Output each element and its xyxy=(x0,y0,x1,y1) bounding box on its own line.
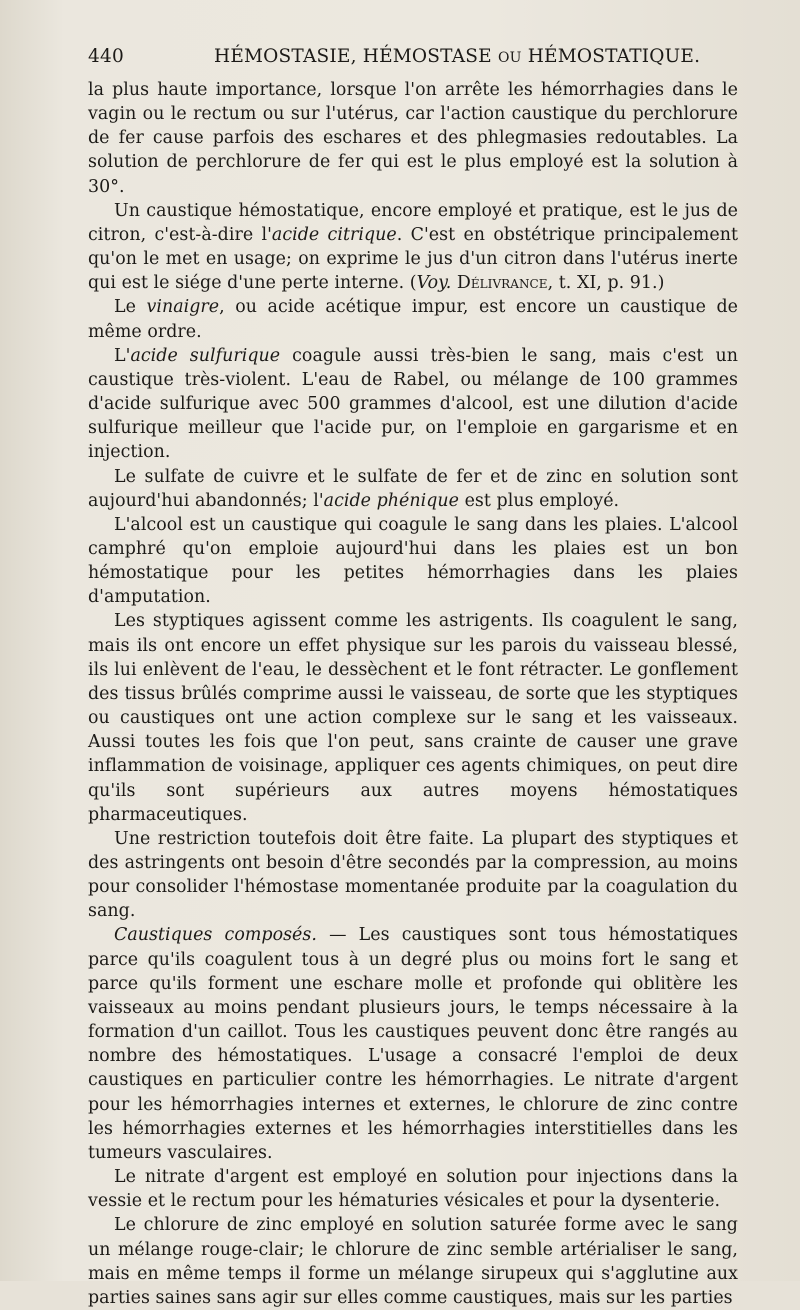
p2-voy: Voy. xyxy=(416,273,452,294)
paragraph-7: Les styptiques agissent comme les astrigents. Ils coagulent le sang, mais ils ont encore un effet physique sur les parois du vaisseau blessé, ils lui enlèvent de l'eau, le dessèchent et le font rétracter. Le gonflement des tissus brûlés comprime aussi le vaisseau, de sorte que les styptiques ou caustiques ont une action complexe sur le sang et les vaisseaux. Aussi toutes les fois que l'on peut, sans crainte de causer une grave inflammation de voisinage, appliquer ces agents chimiques, on peut dire qu'ils sont supérieurs aux autres moyens hémostatiques pharmaceutiques. xyxy=(88,611,738,825)
p9-section-heading: Caustiques composés. xyxy=(114,925,317,946)
paragraph-8: Une restriction toutefois doit être faite. La plupart des styptiques et des astringents ont besoin d'être secondés par la compression, au moins pour consolider l'hémostase momentanée produite par la coagulation du sang. xyxy=(88,828,738,922)
paragraph-5 xyxy=(88,465,738,513)
p2-text-c: , t. XI, p. 91.) xyxy=(547,273,665,294)
title-part-2: HÉMOSTATIQUE. xyxy=(527,46,701,67)
paragraph-4 xyxy=(88,344,738,465)
p5-text-b: est plus employé. xyxy=(459,490,620,511)
paragraph-2 xyxy=(88,199,738,296)
title-part-1: HÉMOSTASIE, HÉMOSTASE xyxy=(214,46,492,67)
p4-text-b: coagule aussi très-bien le sang, mais c'est un caustique très-violent. L'eau de Rabel, ou mélange de 100 grammes d'acide sulfurique avec 500 grammes d'alcool, est une dilution d'acide sulfurique meilleur que l'acide pur, on l'emploie en gargarisme et en injection. xyxy=(88,345,738,463)
paragraph-10: Le nitrate d'argent est employé en solution pour injections dans la vessie et le rectum pour les hématuries vésicales et pour la dysenterie. xyxy=(88,1167,738,1212)
paragraph-3 xyxy=(88,295,738,343)
paragraph-1: la plus haute importance, lorsque l'on arrête les hémorrhagies dans le vagin ou le rectum ou sur l'utérus, car l'action caustique du perchlorure de fer cause parfois des eschares et des phlegmasies redoutables. La solution de perchlorure de fer qui est le plus employé est la solution à 30°. xyxy=(88,80,738,197)
p2-text-a: Un caustique hémostatique, encore employé et pratique, est le jus de citron, c'est-à-dire l' xyxy=(88,200,738,245)
p3-italic-term: vinaigre xyxy=(146,297,220,318)
title-conjunction: OU xyxy=(497,50,522,66)
p2-text-b: . C'est en obstétrique principalement qu'on le met en usage; on exprime le jus d'un citron dans l'utérus inerte qui est le siége d'une perte interne. ( xyxy=(88,224,738,294)
p4-text-a: L' xyxy=(114,345,131,366)
page-title xyxy=(214,46,700,67)
p2-cross-reference: Délivrance xyxy=(456,273,548,294)
body-text xyxy=(88,78,738,1310)
paragraph-6: L'alcool est un caustique qui coagule le sang dans les plaies. L'alcool camphré qu'on emploie aujourd'hui dans les plaies est un bon hémostatique pour les petites hémorrhagies dans les plaies d'amputation. xyxy=(88,514,738,608)
paragraph-11: Le chlorure de zinc employé en solution saturée forme avec le sang un mélange rouge-clair; le chlorure de zinc semble artérialiser le sang, mais en même temps il forme un mélange sirupeux qui s'agglutine aux parties saines sans agir sur elles comme caustiques, mais sur les parties xyxy=(88,1215,738,1308)
page-number: 440 xyxy=(88,46,124,67)
p2-italic-term: acide citrique xyxy=(271,224,397,245)
paragraph-9 xyxy=(88,923,738,1165)
p3-text-a: Le xyxy=(114,297,147,318)
p5-text-a: Le sulfate de cuivre et le sulfate de fer et de zinc en solution sont aujourd'hui abandonnés; l' xyxy=(88,466,738,511)
p4-italic-term: acide sulfurique xyxy=(130,345,281,366)
p9-text: — Les caustiques sont tous hémostatiques parce qu'ils coagulent tous à un degré plus ou moins fort le sang et parce qu'ils forment une eschare molle et profonde qui oblitère les vaisseaux au moins pendant plusieurs jours, le temps nécessaire à la formation d'un caillot. Tous les caustiques peuvent donc être rangés au nombre des hémostatiques. L'usage a consacré l'emploi de deux caustiques en particulier contre les hémorrhagies. Le nitrate d'argent pour les hémorrhagies internes et externes, le chlorure de zinc contre les hémorrhagies externes et les hémorrhagies interstitielles dans les tumeurs vasculaires. xyxy=(88,925,738,1163)
p3-text-b: , ou acide acétique impur, est encore un caustique de même ordre. xyxy=(88,297,738,342)
p5-italic-term: acide phénique xyxy=(323,490,460,511)
running-head xyxy=(88,44,738,78)
